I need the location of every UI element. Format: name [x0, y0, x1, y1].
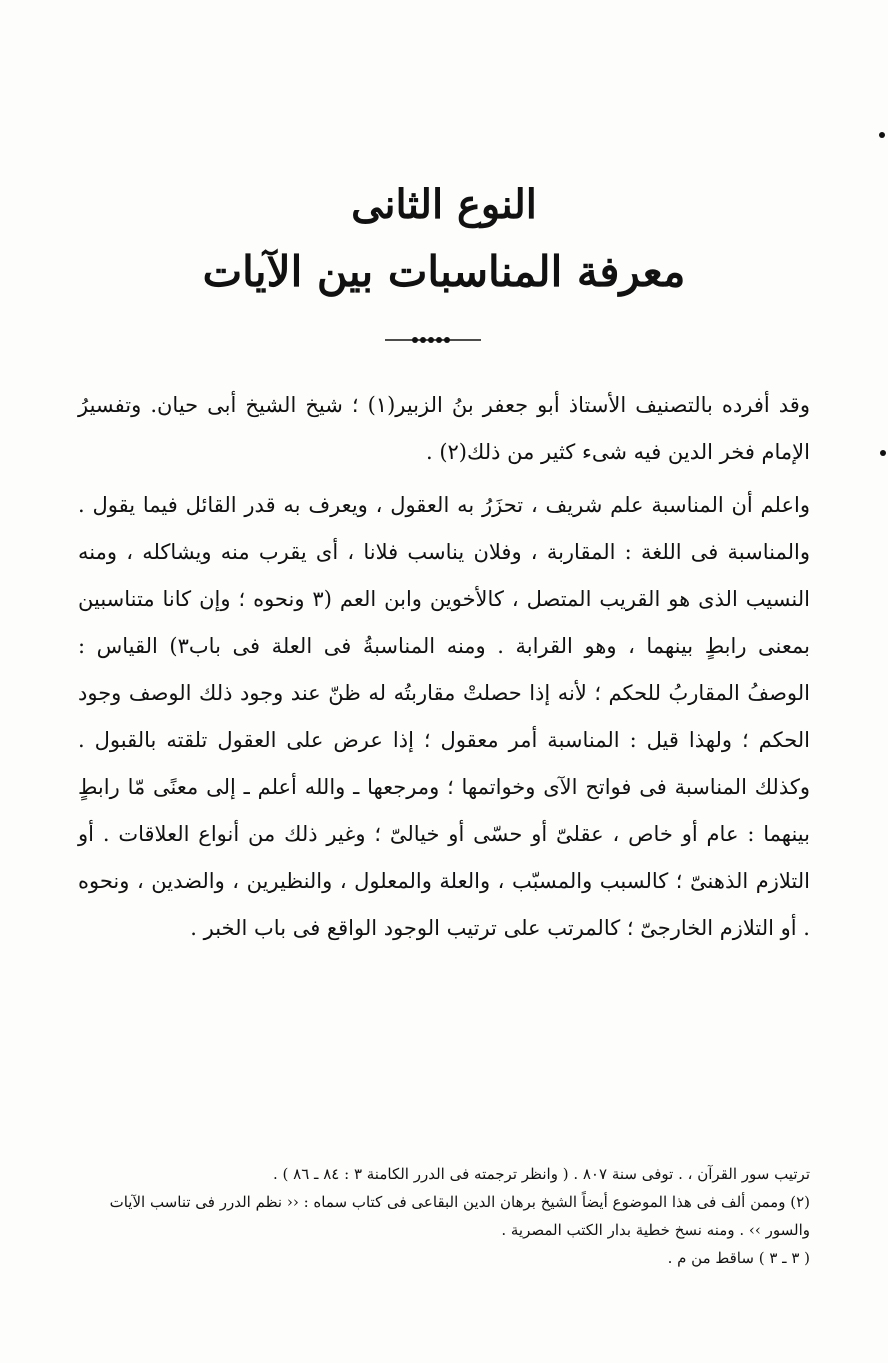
damaged-scan-band [0, 960, 888, 1100]
chapter-title: معرفة المناسبات بين الآيات [202, 247, 686, 296]
edge-ink-dot [879, 132, 885, 138]
edge-ink-dot [880, 450, 886, 456]
footnote: ترتيب سور القرآن ، . توفى سنة ٨٠٧ . ( وانظر ترجمته فى الدرر الكامنة ٣ : ٨٤ ـ ٨٦ ) . [273, 1165, 810, 1183]
footnotes [78, 1160, 810, 1272]
ornament-divider-icon [383, 334, 483, 346]
footnote: ( ٣ ـ ٣ ) ساقط من م . [667, 1249, 810, 1267]
chapter-number: النوع الثانى [351, 181, 537, 228]
chapter-heading [0, 178, 888, 302]
paragraph: وقد أفرده بالتصنيف الأستاذ أبو جعفر بنُ الزبير(١) ؛ شيخ الشيخ أبى حيان. وتفسيرُ الإمام فخر الدين فيه شىء كثير من ذلك(٢) . [78, 393, 810, 464]
footnote: (٢) وممن ألف فى هذا الموضوع أيضاً الشيخ برهان الدين البقاعى فى كتاب سماه : ‹‹ نظم الدرر فى تناسب الآيات والسور ›› . ومنه نسخ خطية بدار الكتب المصرية . [109, 1193, 810, 1239]
paragraph: واعلم أن المناسبة علم شريف ، تحزَرُ به العقول ، ويعرف به قدر القائل فيما يقول . والمناسبة فى اللغة : المقاربة ، وفلان يناسب فلانا ، أى يقرب منه ويشاكله ، ومنه النسيب الذى هو القريب المتصل ، كالأخوين وابن العم (٣ ونحوه ؛ وإن كانا متناسبين بمعنى رابطٍ بينهما ، وهو القرابة . ومنه المناسبةُ فى العلة فى باب٣) القياس : الوصفُ المقاربُ للحكم ؛ لأنه إذا حصلتْ مقاربتُه له ظنّ عند وجود ذلك الوصف وجود الحكم ؛ ولهذا قيل : المناسبة أمر معقول ؛ إذا عرض على العقول تلقته بالقبول . وكذلك المناسبة فى فواتح الآى وخواتمها ؛ ومرجعها ـ والله أعلم ـ إلى معنًى مّا رابطٍ بينهما : عام أو خاص ، عقلىّ أو حسّى أو خيالىّ ؛ وغير ذلك من أنواع العلاقات . أو التلازم الذهنىّ ؛ كالسبب والمسبّب ، والعلة والمعلول ، والنظيرين ، والضدين ، ونحوه . أو التلازم الخارجىّ ؛ كالمرتب على ترتيب الوجود الواقع فى باب الخبر . [78, 493, 810, 940]
main-text [78, 382, 810, 952]
